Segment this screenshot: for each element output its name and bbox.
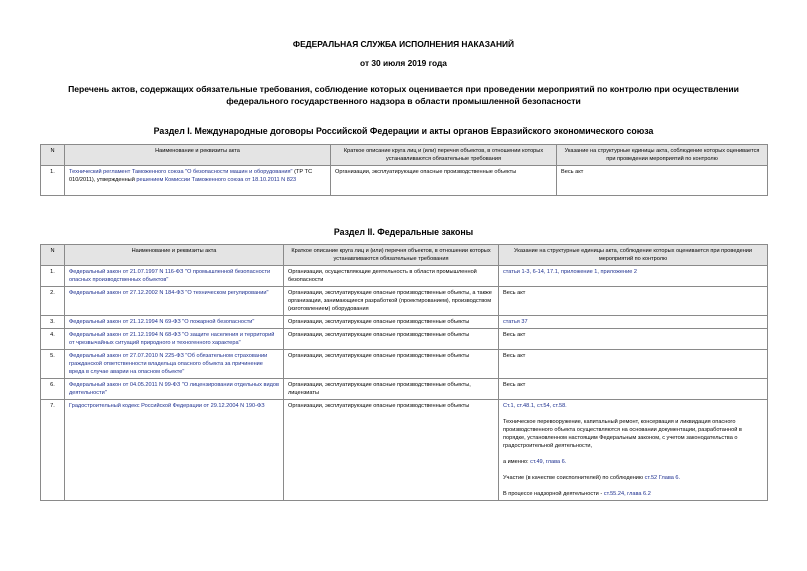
column-header-name: Наименование и реквизиты акта: [65, 145, 331, 166]
column-header-desc: Краткое описание круга лиц и (или) перечня объектов, в отношении которых устанавливаются обязательные требования: [331, 145, 557, 166]
act-link[interactable]: Градостроительный кодекс Российской Федерации от 29.12.2004 N 190-ФЗ: [65, 400, 284, 501]
section-title: Раздел II. Федеральные законы: [333, 227, 474, 237]
act-desc-cell: Организации, эксплуатирующие опасные производственные объекты: [284, 316, 499, 329]
act-desc-cell: Организации, эксплуатирующие опасные производственные объекты: [331, 166, 557, 196]
table-row: [41, 166, 768, 196]
act-desc-cell: Организации, эксплуатирующие опасные производственные объекты: [284, 400, 499, 501]
table-row: [41, 350, 768, 379]
act-units-link[interactable]: ст.52 Глава 6.: [644, 475, 681, 481]
act-name-cell: [65, 166, 331, 196]
document-date: от 30 июля 2019 года: [360, 58, 447, 68]
column-header-units: Указание на структурные единицы акта, соблюдение которых оценивается при проведении мероприятий по контролю: [557, 145, 768, 166]
row-number: 7.: [41, 400, 65, 501]
act-units-link[interactable]: Ст.1, ст.48.1, ст.54, ст.58.: [503, 403, 567, 409]
row-number: 5.: [41, 350, 65, 379]
table-header-row: [41, 245, 768, 266]
act-units-paragraph: [503, 490, 763, 498]
act-units-cell: Весь акт: [499, 287, 768, 316]
act-name-text: (ТР ТС 010/2011), утвержденный: [69, 169, 313, 183]
act-units-paragraph: [503, 474, 763, 482]
act-desc-cell: Организации, осуществляющие деятельность в области промышленной безопасности: [284, 266, 499, 287]
act-units-paragraph: [503, 458, 763, 466]
act-desc-cell: Организации, эксплуатирующие опасные производственные объекты, лицензиаты: [284, 379, 499, 400]
act-units-text: а именно:: [503, 459, 531, 465]
document-title-line: федерального государственного надзора в области промышленной безопасности: [226, 96, 581, 106]
table-row: [41, 266, 768, 287]
act-link[interactable]: Федеральный закон от 27.07.2010 N 225-ФЗ "Об обязательном страховании гражданской ответственности владельца опасного объекта за причинение вреда в случае аварии на опасном объекте": [65, 350, 284, 379]
act-link[interactable]: Федеральный закон от 04.05.2011 N 99-ФЗ "О лицензировании отдельных видов деятельности": [65, 379, 284, 400]
act-link[interactable]: Федеральный закон от 27.12.2002 N 184-ФЗ "О техническом регулировании": [65, 287, 284, 316]
column-header-name: Наименование и реквизиты акта: [65, 245, 284, 266]
acts-table-section1: [40, 144, 768, 196]
column-header-num: N: [41, 145, 65, 166]
act-link[interactable]: Технический регламент Таможенного союза "О безопасности машин и оборудования": [69, 169, 293, 175]
row-number: 2.: [41, 287, 65, 316]
act-units-link[interactable]: ст.55.24, глава 6.2: [603, 491, 651, 497]
row-number: 1.: [41, 266, 65, 287]
act-units-text: Участие (в качестве соисполнителей) по соблюдению: [503, 475, 645, 481]
column-header-num: N: [41, 245, 65, 266]
section-title: Раздел I. Международные договоры Российской Федерации и акты органов Евразийского экономического союза: [153, 126, 654, 136]
table-row: [41, 400, 768, 501]
row-number: 1.: [41, 166, 65, 196]
table-row: [41, 329, 768, 350]
document-title: [60, 83, 747, 107]
act-link[interactable]: Федеральный закон от 21.12.1994 N 69-ФЗ "О пожарной безопасности": [65, 316, 284, 329]
act-link[interactable]: решением Комиссии Таможенного союза от 18.10.2011 N 823: [136, 177, 297, 183]
act-units-link[interactable]: ст.49, глава 6.: [530, 459, 567, 465]
row-number: 4.: [41, 329, 65, 350]
table-row: [41, 379, 768, 400]
row-number: 3.: [41, 316, 65, 329]
table-header-row: [41, 145, 768, 166]
column-header-desc: Краткое описание круга лиц и (или) перечня объектов, в отношении которых устанавливаются обязательные требования: [284, 245, 499, 266]
act-units-link[interactable]: статьи 1-3, 6-14, 17.1, приложение 1, приложение 2: [499, 266, 768, 287]
act-desc-cell: Организации, эксплуатирующие опасные производственные объекты, а также организации, занимающиеся разработкой (проектированием), производством (изготовлением) оборудования: [284, 287, 499, 316]
act-units-cell: Весь акт: [499, 329, 768, 350]
row-number: 6.: [41, 379, 65, 400]
act-units-link[interactable]: статья 37: [499, 316, 768, 329]
org-name: ФЕДЕРАЛЬНАЯ СЛУЖБА ИСПОЛНЕНИЯ НАКАЗАНИЙ: [292, 39, 515, 49]
act-units-text: Техническое перевооружение, капитальный ремонт, консервация и ликвидация опасного производственного объекта осуществляются на основании документации, разработанной в порядке, установленном настоящим Федеральным законом, с учетом законодательства о градостроительной деятельности,: [503, 419, 742, 449]
act-units-cell: Весь акт: [499, 379, 768, 400]
act-link[interactable]: Федеральный закон от 21.07.1997 N 116-ФЗ "О промышленной безопасности опасных производственных объектов": [65, 266, 284, 287]
act-units-cell: [499, 400, 768, 501]
act-units-cell: Весь акт: [499, 350, 768, 379]
act-units-cell: Весь акт: [557, 166, 768, 196]
act-units-text: В процессе надзорной деятельности -: [503, 491, 604, 497]
acts-table-section2: [40, 244, 768, 501]
document-title-line: Перечень актов, содержащих обязательные требования, соблюдение которых оценивается при проведении мероприятий по контролю при осуществлении: [68, 84, 739, 94]
table-row: [41, 316, 768, 329]
act-link[interactable]: Федеральный закон от 21.12.1994 N 68-ФЗ "О защите населения и территорий от чрезвычайных ситуаций природного и техногенного характера": [65, 329, 284, 350]
column-header-units: Указание на структурные единицы акта, соблюдение которых оценивается при проведении мероприятий по контролю: [499, 245, 768, 266]
act-desc-cell: Организации, эксплуатирующие опасные производственные объекты: [284, 329, 499, 350]
table-row: [41, 287, 768, 316]
act-desc-cell: Организации, эксплуатирующие опасные производственные объекты: [284, 350, 499, 379]
